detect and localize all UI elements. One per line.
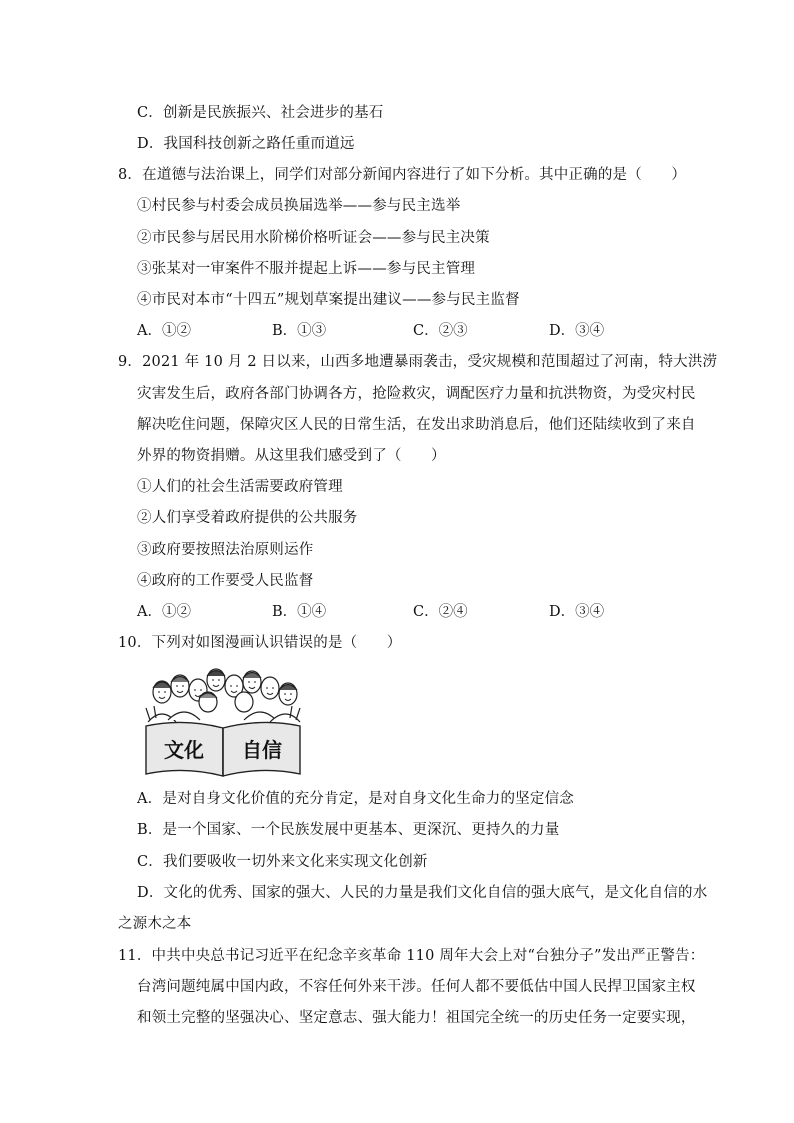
q9-item-3: ③政府要按照法治原则运作	[137, 542, 314, 558]
q8-choice-c[interactable]: C．②③	[413, 323, 468, 339]
q9-stem-line-3: 解决吃住问题，保障灾区人民的日常生活，在发出求助消息后，他们还陆续收到了来自	[137, 417, 696, 433]
book-right-text: 自信	[242, 738, 282, 762]
q8-item-2: ②市民参与居民用水阶梯价格听证会——参与民主决策	[137, 230, 490, 246]
q9-item-1: ①人们的社会生活需要政府管理	[137, 479, 343, 495]
q9-item-2: ②人们享受着政府提供的公共服务	[137, 510, 358, 526]
q9-stem-line-4: 外界的物资捐赠。从这里我们感受到了（ ）	[137, 448, 446, 464]
q10-option-d[interactable]: D．文化的优秀、国家的强大、人民的力量是我们文化自信的强大底气，是文化自信的水	[137, 885, 708, 901]
q9-item-4: ④政府的工作要受人民监督	[137, 573, 314, 589]
q11-stem-line-3: 和领土完整的坚强决心、坚定意志、强大能力！祖国完全统一的历史任务一定要实现，	[137, 1010, 696, 1026]
q11-stem-line-1: 11．中共中央总书记习近平在纪念辛亥革命 110 周年大会上对“台独分子”发出严正警告：	[118, 948, 705, 964]
crowd-head	[261, 677, 279, 699]
q9-choice-c[interactable]: C．②④	[413, 604, 468, 620]
q8-choice-b[interactable]: B．①③	[272, 323, 327, 339]
q9-choice-d[interactable]: D．③④	[549, 604, 605, 620]
q8-choice-d[interactable]: D．③④	[549, 323, 605, 339]
cartoon-cultural-confidence	[140, 662, 306, 780]
q8-choice-a[interactable]: A．①②	[137, 323, 191, 339]
q10-option-a[interactable]: A．是对自身文化价值的充分肯定，是对自身文化生命力的坚定信念	[137, 791, 574, 807]
q9-choice-b[interactable]: B．①④	[272, 604, 327, 620]
q8-item-1: ①村民参与村委会成员换届选举——参与民主选举	[137, 198, 461, 214]
q10-stem: 10．下列对如图漫画认识错误的是（ ）	[118, 635, 402, 651]
q7-option-c: C．创新是民族振兴、社会进步的基石	[137, 105, 384, 121]
q9-stem-line-1: 9．2021 年 10 月 2 日以来，山西多地遭暴雨袭击，受灾规模和范围超过了河南，特大洪涝	[118, 354, 718, 370]
q10-option-b[interactable]: B．是一个国家、一个民族发展中更基本、更深沉、更持久的力量	[137, 822, 560, 838]
q8-item-4: ④市民对本市“十四五”规划草案提出建议——参与民主监督	[137, 292, 520, 308]
book-left-text: 文化	[164, 738, 204, 762]
q9-stem-line-2: 灾害发生后，政府各部门协调各方，抢险救灾，调配医疗力量和抗洪物资，为受灾村民	[137, 386, 696, 402]
q10-option-d-continued: 之源木之本	[118, 916, 192, 932]
q11-stem-line-2: 台湾问题纯属中国内政，不容任何外来干涉。任何人都不要低估中国人民捍卫国家主权	[137, 979, 696, 995]
q8-stem: 8．在道德与法治课上，同学们对部分新闻内容进行了如下分析。其中正确的是（ ）	[118, 167, 687, 183]
crowd-head	[235, 692, 253, 712]
q9-choice-a[interactable]: A．①②	[137, 604, 191, 620]
q8-item-3: ③张某对一审案件不服并提起上诉——参与民主管理	[137, 261, 476, 277]
q10-option-c[interactable]: C．我们要吸收一切外来文化来实现文化创新	[137, 854, 428, 870]
q7-option-d: D．我国科技创新之路任重而道远	[137, 136, 355, 152]
